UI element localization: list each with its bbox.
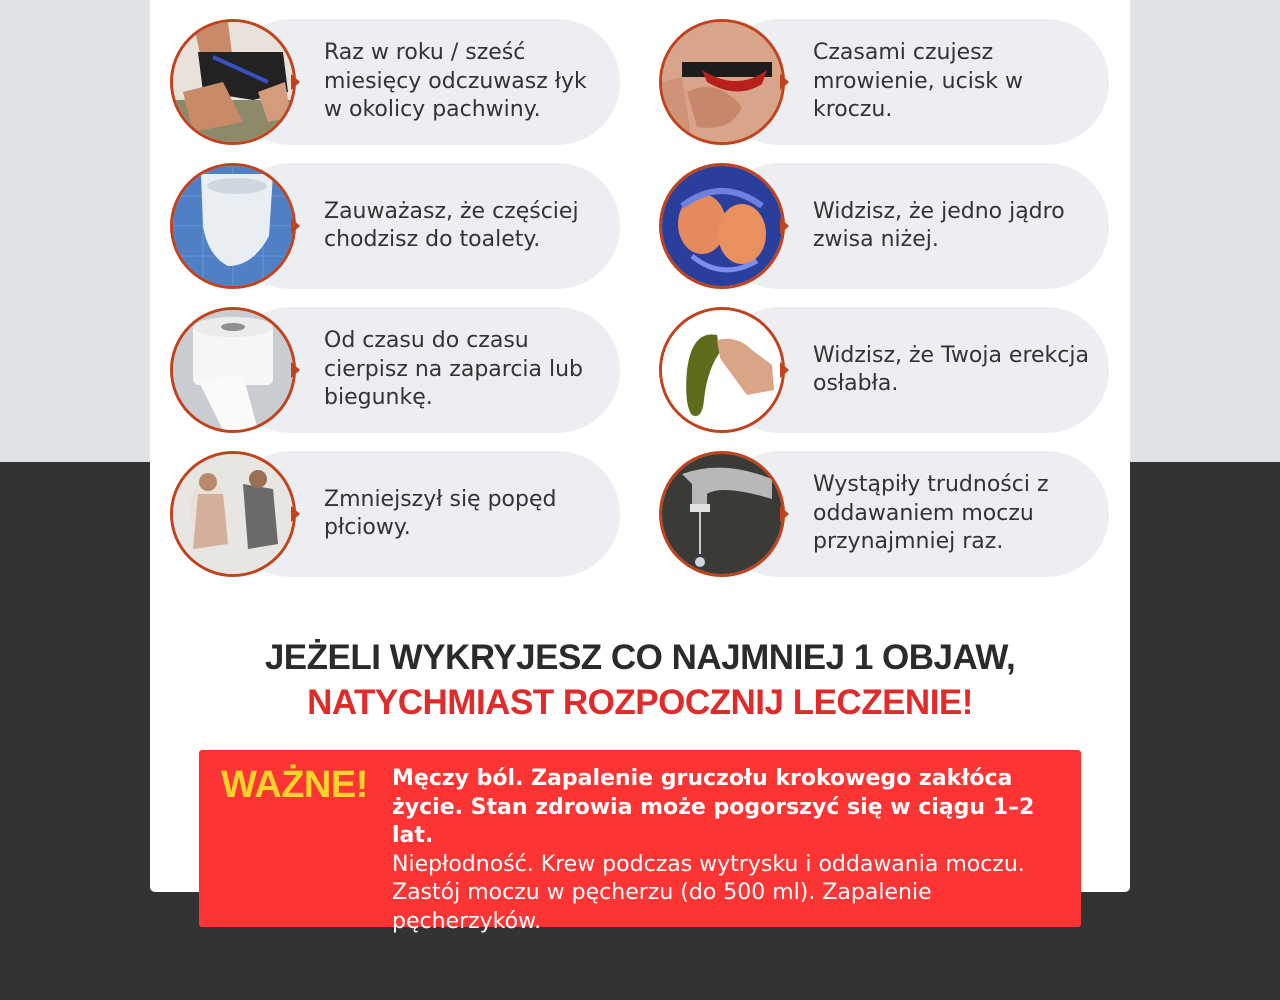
dripping-tap-photo-icon xyxy=(659,451,785,577)
symptom-text: Raz w roku / sześć miesięcy odczuwasz łyk w okolicy pachwiny. xyxy=(324,40,587,123)
symptom-text: Czasami czujesz mrowienie, ucisk w kroczu. xyxy=(813,40,1024,123)
symptom-item xyxy=(659,19,1109,145)
testicles-illustration-icon xyxy=(659,163,785,289)
limp-cucumber-photo-icon xyxy=(659,307,785,433)
pointer-arrow-icon xyxy=(780,74,789,90)
pointer-arrow-icon xyxy=(291,218,300,234)
symptom-text: Zmniejszył się popęd płciowy. xyxy=(324,486,557,540)
couple-bed-photo-icon xyxy=(170,451,296,577)
alert-text xyxy=(392,765,1062,936)
pointer-arrow-icon xyxy=(780,506,789,522)
urinal-photo-icon xyxy=(170,163,296,289)
alert-label: WAŻNE! xyxy=(221,764,368,806)
toilet-paper-photo-icon xyxy=(170,307,296,433)
symptom-item xyxy=(170,307,620,433)
symptom-text: Zauważasz, że częściej chodzisz do toalety. xyxy=(324,198,579,252)
symptom-item xyxy=(170,451,620,577)
headline-line2: NATYCHMIAST ROZPOCZNIJ LECZENIE! xyxy=(307,683,973,722)
symptom-item xyxy=(659,451,1109,577)
symptom-item xyxy=(659,163,1109,289)
pointer-arrow-icon xyxy=(291,362,300,378)
important-alert xyxy=(199,750,1081,934)
crotch-hand-photo-icon xyxy=(659,19,785,145)
pointer-arrow-icon xyxy=(780,218,789,234)
headline-line1: JEŻELI WYKRYJESZ CO NAJMNIEJ 1 OBJAW, xyxy=(264,638,1016,677)
pointer-arrow-icon xyxy=(780,362,789,378)
symptom-item xyxy=(659,307,1109,433)
symptom-item xyxy=(170,163,620,289)
symptom-text: Od czasu do czasu cierpisz na zaparcia lub biegunkę. xyxy=(324,328,584,411)
symptom-text: Wystąpiły trudności z oddawaniem moczu przynajmniej raz. xyxy=(813,472,1049,555)
alert-strong-text: Męczy ból. Zapalenie gruczołu krokowego zakłóca życie. Stan zdrowia może pogorszyć się w ciągu 1–2 lat. xyxy=(392,766,1035,848)
symptom-text: Widzisz, że Twoja erekcja osłabła. xyxy=(813,342,1089,396)
symptom-text: Widzisz, że jedno jądro zwisa niżej. xyxy=(813,198,1065,252)
groin-pain-photo-icon xyxy=(170,19,296,145)
pointer-arrow-icon xyxy=(291,74,300,90)
symptom-item xyxy=(170,19,620,145)
alert-normal-text: Niepłodność. Krew podczas wytrysku i oddawania moczu. Zastój moczu w pęcherzu (do 500 ml). Zapalenie pęcherzyków. xyxy=(392,851,1025,934)
pointer-arrow-icon xyxy=(291,506,300,522)
